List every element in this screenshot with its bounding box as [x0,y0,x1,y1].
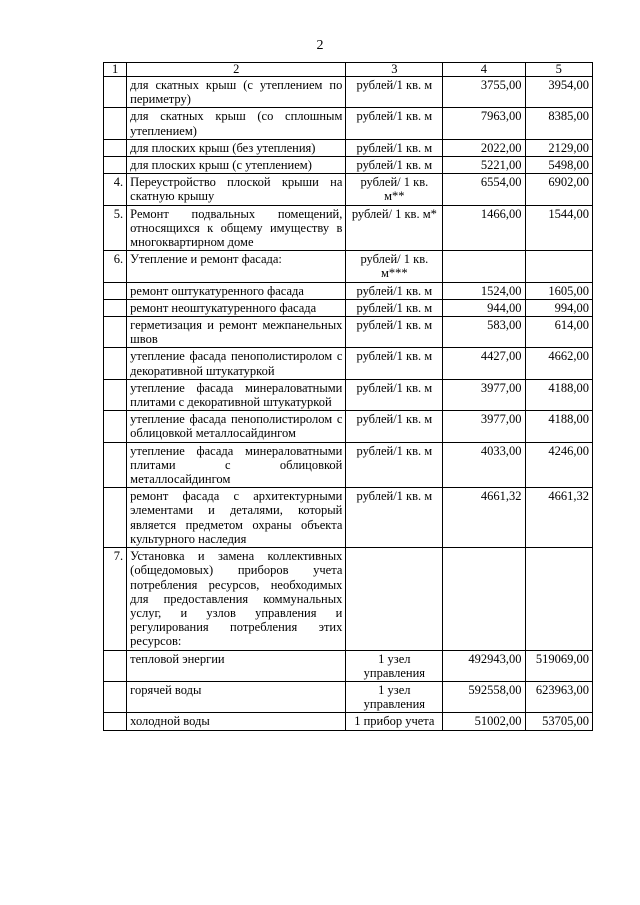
row-value-col5: 4661,32 [525,488,592,548]
table-header-row [104,63,593,77]
table-row [104,548,593,650]
row-description: тепловой энергии [127,650,346,681]
row-value-col4: 3755,00 [443,77,525,108]
table-row [104,157,593,174]
row-unit: 1 узел управления [346,681,443,712]
row-number: 5. [104,205,127,251]
table-row [104,77,593,108]
table-row [104,108,593,139]
row-unit: рублей/ 1 кв. м** [346,174,443,205]
row-value-col5: 994,00 [525,299,592,316]
row-value-col4: 4033,00 [443,442,525,488]
row-value-col5: 6902,00 [525,174,592,205]
row-value-col4: 592558,00 [443,681,525,712]
row-value-col4: 6554,00 [443,174,525,205]
table-row [104,251,593,282]
row-description: Ремонт подвальных помещений, относящихся к общему имуществу в многоквартирном доме [127,205,346,251]
row-value-col4 [443,251,525,282]
row-number [104,317,127,348]
row-unit: 1 прибор учета [346,713,443,730]
column-header-2: 2 [127,63,346,77]
table-row [104,299,593,316]
row-value-col4: 944,00 [443,299,525,316]
column-header-3: 3 [346,63,443,77]
table-row [104,442,593,488]
row-value-col4: 51002,00 [443,713,525,730]
row-value-col5: 8385,00 [525,108,592,139]
row-unit: рублей/1 кв. м [346,379,443,410]
row-value-col4: 4661,32 [443,488,525,548]
row-value-col4: 5221,00 [443,157,525,174]
row-unit: рублей/1 кв. м [346,488,443,548]
row-number [104,77,127,108]
row-number [104,157,127,174]
row-unit: рублей/1 кв. м [346,442,443,488]
row-value-col5: 2129,00 [525,139,592,156]
row-description: Утепление и ремонт фасада: [127,251,346,282]
row-number [104,299,127,316]
table-row [104,681,593,712]
row-value-col5: 4188,00 [525,379,592,410]
row-unit: рублей/1 кв. м [346,282,443,299]
row-value-col5: 5498,00 [525,157,592,174]
row-number: 4. [104,174,127,205]
row-value-col5 [525,548,592,650]
row-unit: рублей/1 кв. м [346,77,443,108]
row-value-col4: 3977,00 [443,411,525,442]
row-unit: рублей/ 1 кв. м* [346,205,443,251]
row-number: 7. [104,548,127,650]
row-number [104,108,127,139]
row-number [104,282,127,299]
row-number [104,488,127,548]
row-value-col4: 3977,00 [443,379,525,410]
table-row [104,139,593,156]
row-value-col4: 2022,00 [443,139,525,156]
row-value-col4: 4427,00 [443,348,525,379]
row-value-col5: 53705,00 [525,713,592,730]
row-value-col5: 614,00 [525,317,592,348]
row-value-col5: 4246,00 [525,442,592,488]
table-row [104,348,593,379]
row-unit: рублей/1 кв. м [346,348,443,379]
row-description: утепление фасада пенополистиролом с декоративной штукатуркой [127,348,346,379]
row-value-col5: 4662,00 [525,348,592,379]
row-number [104,442,127,488]
row-number [104,681,127,712]
row-number [104,650,127,681]
row-description: ремонт фасада с архитектурными элементами и деталями, который является предметом охраны объекта культурного наследия [127,488,346,548]
row-unit: 1 узел управления [346,650,443,681]
row-description: горячей воды [127,681,346,712]
row-unit: рублей/1 кв. м [346,108,443,139]
row-unit: рублей/1 кв. м [346,139,443,156]
table-row [104,317,593,348]
row-description: утепление фасада пенополистиролом с облицовкой металлосайдингом [127,411,346,442]
row-number [104,379,127,410]
row-value-col4: 583,00 [443,317,525,348]
row-unit: рублей/ 1 кв. м*** [346,251,443,282]
row-number [104,348,127,379]
row-number [104,713,127,730]
row-value-col5: 3954,00 [525,77,592,108]
row-description: для скатных крыш (с утеплением по периметру) [127,77,346,108]
page-number: 2 [316,38,324,53]
row-value-col4: 7963,00 [443,108,525,139]
row-value-col5: 623963,00 [525,681,592,712]
row-value-col4: 1524,00 [443,282,525,299]
row-value-col5: 4188,00 [525,411,592,442]
table-row [104,205,593,251]
row-unit: рублей/1 кв. м [346,157,443,174]
table-row [104,282,593,299]
table-row [104,379,593,410]
row-description: Переустройство плоской крыши на скатную крышу [127,174,346,205]
row-description: ремонт оштукатуренного фасада [127,282,346,299]
row-value-col5: 519069,00 [525,650,592,681]
row-unit [346,548,443,650]
tariff-table [103,62,593,731]
column-header-4: 4 [443,63,525,77]
row-description: утепление фасада минераловатными плитами с декоративной штукатуркой [127,379,346,410]
table-row [104,713,593,730]
column-header-1: 1 [104,63,127,77]
row-value-col4 [443,548,525,650]
row-description: холодной воды [127,713,346,730]
row-number [104,139,127,156]
table-row [104,650,593,681]
row-value-col5: 1544,00 [525,205,592,251]
row-unit: рублей/1 кв. м [346,317,443,348]
row-value-col5: 1605,00 [525,282,592,299]
row-number: 6. [104,251,127,282]
table-row [104,174,593,205]
row-description: для плоских крыш (без утепления) [127,139,346,156]
row-value-col5 [525,251,592,282]
row-value-col4: 492943,00 [443,650,525,681]
row-description: для скатных крыш (со сплошным утеплением) [127,108,346,139]
row-unit: рублей/1 кв. м [346,411,443,442]
row-number [104,411,127,442]
row-description: герметизация и ремонт межпанельных швов [127,317,346,348]
row-unit: рублей/1 кв. м [346,299,443,316]
row-description: ремонт неоштукатуренного фасада [127,299,346,316]
row-description: для плоских крыш (с утеплением) [127,157,346,174]
table-row [104,411,593,442]
row-description: утепление фасада минераловатными плитами с облицовкой металлосайдингом [127,442,346,488]
row-value-col4: 1466,00 [443,205,525,251]
table-row [104,488,593,548]
row-description: Установка и замена коллективных (общедомовых) приборов учета потребления ресурсов, необходимых для предоставления коммунальных услуг, и узлов управления и регулирования потребления этих ресурсов: [127,548,346,650]
column-header-5: 5 [525,63,592,77]
